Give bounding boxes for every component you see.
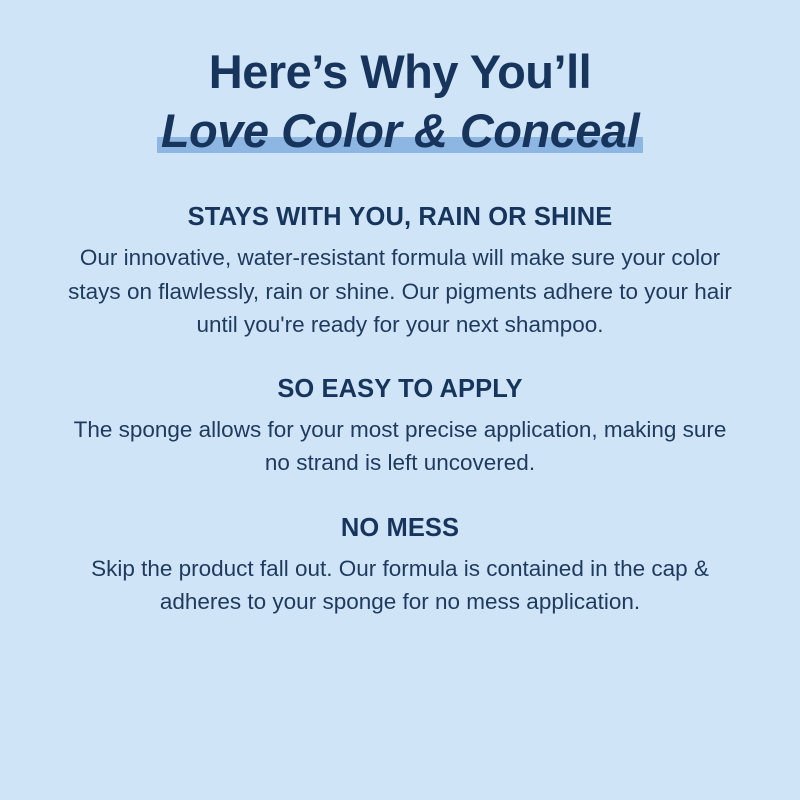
headline-line-2-highlight-wrap [161, 105, 639, 158]
benefit-body: Our innovative, water-resistant formula will make sure your color stays on flawlessly, rain or shine. Our pigments adhere to your hair until you're ready for your next shampoo. [68, 245, 732, 337]
benefit-title: STAYS WITH YOU, RAIN OR SHINE [187, 203, 613, 232]
benefit-section-3 [42, 514, 758, 619]
benefit-body: Skip the product fall out. Our formula is contained in the cap & adheres to your sponge for no mess application. [91, 555, 709, 615]
benefit-section-1 [42, 203, 758, 341]
headline-block [42, 46, 758, 157]
benefit-body: The sponge allows for your most precise application, making sure no strand is left uncovered. [73, 417, 727, 476]
benefits-list [42, 203, 758, 618]
benefit-title: NO MESS [340, 513, 460, 542]
benefit-section-2 [42, 375, 758, 480]
headline-line-1: Here’s Why You’ll [208, 45, 592, 98]
headline-line-2: Love Color & Conceal [160, 103, 640, 157]
benefit-title: SO EASY TO APPLY [277, 375, 523, 404]
